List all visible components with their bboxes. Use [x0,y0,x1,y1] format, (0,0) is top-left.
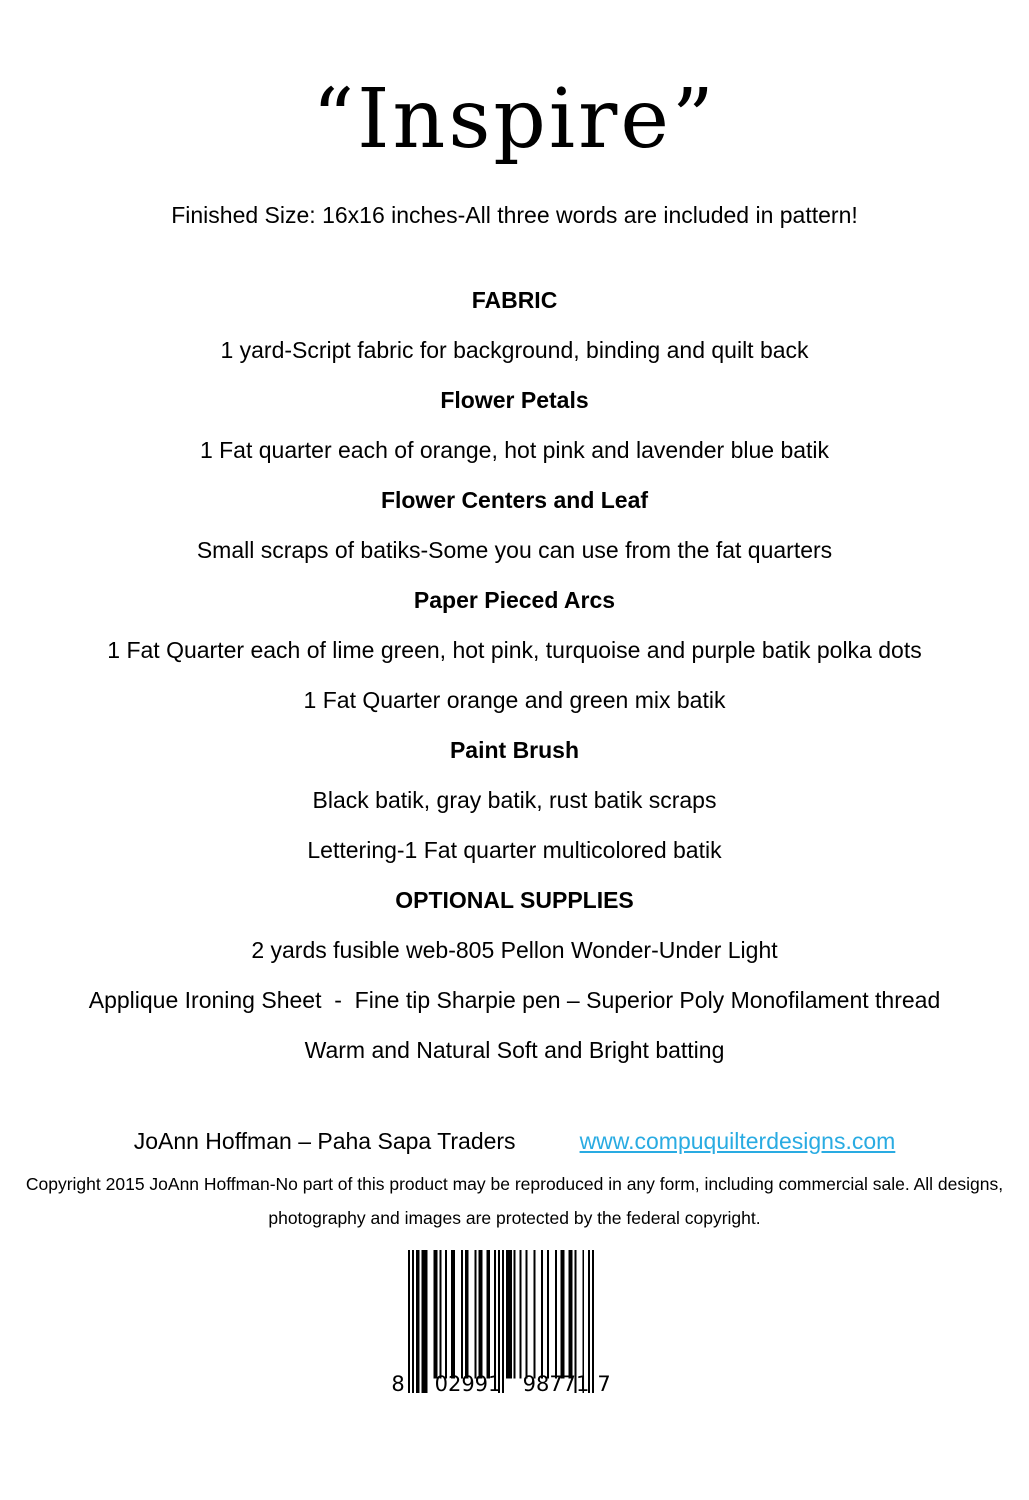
material-line: Warm and Natural Soft and Bright batting [304,1037,725,1063]
material-line: 1 Fat quarter each of orange, hot pink and lavender blue batik [199,437,830,463]
barcode-digits-left: 02991 [434,1372,502,1396]
material-line: 1 Fat Quarter each of lime green, hot pink, turquoise and purple batik polka dots [107,637,922,663]
material-line: Lettering-1 Fat quarter multicolored batik [307,837,722,863]
material-line: Applique Ironing Sheet - Fine tip Sharpie pen – Superior Poly Monofilament thread [88,987,941,1013]
material-line: 2 yards fusible web-805 Pellon Wonder-Under Light [251,937,778,963]
copyright-line-1: Copyright 2015 JoAnn Hoffman-No part of this product may be reproduced in any form, including commercial sale. All designs, [25,1174,1004,1194]
material-line: Small scraps of batiks-Some you can use from the fat quarters [196,537,833,563]
credits-row [0,1127,1029,1155]
barcode-digit-last: 7 [597,1372,611,1396]
copyright-line-2: photography and images are protected by the federal copyright. [268,1208,761,1228]
section-header-flower-centers: Flower Centers and Leaf [380,487,649,513]
section-header-flower-petals: Flower Petals [440,387,589,413]
material-line: 1 yard-Script fabric for background, binding and quilt back [220,337,809,363]
barcode-digit-first: 8 [391,1372,405,1396]
page-title: “Inspire” [312,72,717,167]
finished-size-subtitle: Finished Size: 16x16 inches-All three words are included in pattern! [171,202,858,228]
section-header-paint-brush: Paint Brush [449,737,580,763]
materials-list [0,275,1029,1075]
section-header-optional-supplies: OPTIONAL SUPPLIES [395,887,634,913]
material-line: Black batik, gray batik, rust batik scraps [312,787,717,813]
barcode-digits-right: 98771 [522,1372,590,1396]
section-header-paper-pieced-arcs: Paper Pieced Arcs [413,587,616,613]
author-name: JoAnn Hoffman – Paha Sapa Traders [133,1127,516,1154]
material-line: 1 Fat Quarter orange and green mix batik [303,687,726,713]
upc-barcode [392,1250,624,1402]
section-header-fabric: FABRIC [471,287,558,313]
website-link[interactable]: www.compuquilterdesigns.com [579,1127,896,1154]
